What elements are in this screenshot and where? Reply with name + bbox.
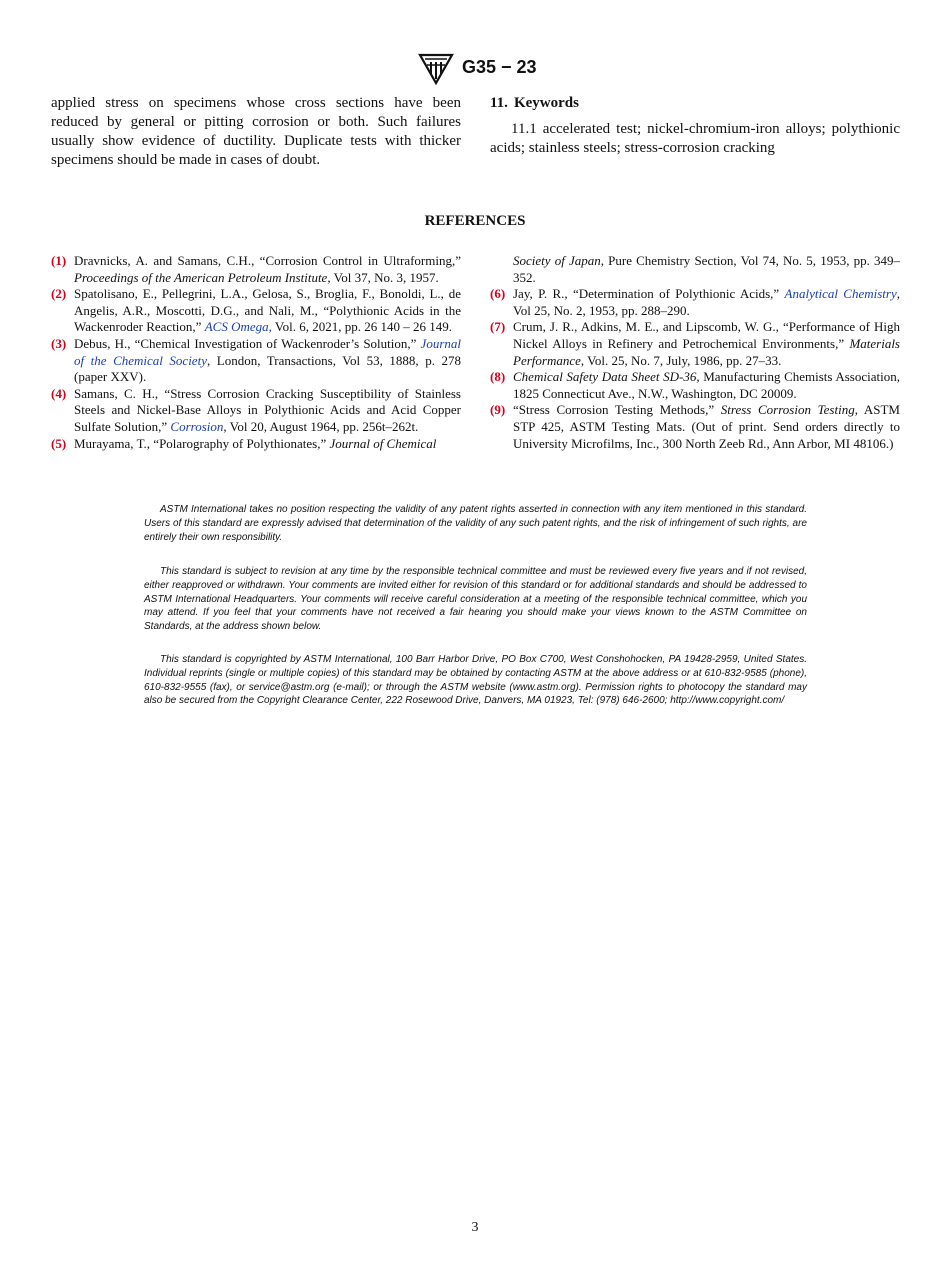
reference-item xyxy=(51,286,461,336)
page-header xyxy=(0,52,950,86)
reference-text: Dravnicks, A. and Samans, C.H., “Corrosion Control in Ultraforming,” xyxy=(74,253,461,268)
reference-journal: Journal of Chemical xyxy=(329,435,437,451)
reference-text: , London, Transactions, Vol 53, 1888, p. 278 (paper XXV). xyxy=(74,352,461,385)
reference-item-continuation xyxy=(490,253,900,286)
reference-item xyxy=(51,436,461,453)
reference-item xyxy=(490,286,900,319)
left-column xyxy=(51,94,461,170)
reference-text: , Vol. 25, No. 7, July, 1986, pp. 27–33. xyxy=(580,352,782,368)
reference-text: , Pure Chemistry Section, Vol 74, No. 5, 1953, pp. 349–352. xyxy=(513,253,900,285)
reference-number: (9) xyxy=(490,402,506,418)
reference-journal: Society of Japan xyxy=(513,253,601,268)
reference-item xyxy=(51,336,461,386)
astm-logo-icon xyxy=(417,52,455,86)
reference-text: “Stress Corrosion Testing Methods,” xyxy=(513,402,721,418)
reference-item xyxy=(490,319,900,369)
reference-number: (4) xyxy=(51,385,67,401)
reference-item xyxy=(490,402,900,452)
reference-item xyxy=(490,369,900,402)
reference-number: (5) xyxy=(51,435,67,451)
keywords-paragraph: 11.1 accelerated test; nickel-chromium-iron alloys; polythionic acids; stainless steels; stress-corrosion cracking xyxy=(490,121,900,156)
reference-journal: Proceedings of the American Petroleum Institute, xyxy=(74,269,331,285)
reference-item xyxy=(51,253,461,286)
reference-text: Murayama, T., “Polarography of Polythionates,” xyxy=(74,435,330,451)
reference-text: Crum, J. R., Adkins, M. E., and Lipscomb, W. G., “Performance of High Nickel Alloys in Refinery and Petrochemical Environments,” xyxy=(513,319,900,351)
reference-text: Manufacturing Chemists Association, 1825 Connecticut Ave., N.W., Washington, DC 20009. xyxy=(513,369,900,401)
reference-text: , Vol 25, No. 2, 1953, pp. 288–290. xyxy=(513,286,900,318)
reference-number: (6) xyxy=(490,286,506,302)
section-title: Keywords xyxy=(513,95,579,111)
reference-text: Vol. 6, 2021, pp. 26 140 – 26 149. xyxy=(271,319,452,335)
reference-number: (8) xyxy=(490,369,506,385)
reference-text: , ASTM STP 425, ASTM Testing Mats. (Out of print. Send orders directly to University Microfilms, Inc., 300 North Zeeb Rd., Ann Arbor, MI 48106.) xyxy=(513,402,900,451)
references-left-column xyxy=(51,253,461,452)
patent-notice: ASTM International takes no position respecting the validity of any patent rights asserted in connection with any item mentioned in this standard. Users of this standard are expressly advised that determination of the validity of any such patent rights, and the risk of infringement of such rights, are entirely their own responsibility. xyxy=(144,504,807,543)
keywords-heading xyxy=(490,94,900,113)
reference-text: Jay, P. R., “Determination of Polythionic Acids,” xyxy=(513,286,785,302)
keywords-section xyxy=(490,94,900,158)
reference-number: (2) xyxy=(51,286,67,302)
reference-number: (7) xyxy=(490,319,506,335)
page-number: 3 xyxy=(471,1220,479,1235)
reference-text: Samans, C. H., “Stress Corrosion Cracking Susceptibility of Stainless Steels and Nickel-Base Alloys in Polythionic Acids and Acid Copper Sulfate Solution,” xyxy=(74,385,461,434)
reference-item xyxy=(51,386,461,436)
reference-text: , Vol 20, August 1964, pp. 256t–262t. xyxy=(223,418,419,434)
reference-text: Vol 37, No. 3, 1957. xyxy=(330,269,439,285)
reference-journal: Chemical Safety Data Sheet SD-36, xyxy=(513,369,700,385)
copyright-notice: This standard is copyrighted by ASTM International, 100 Barr Harbor Drive, PO Box C700, West Conshohocken, PA 19428-2959, United States. Individual reprints (single or multiple copies) of this standard may be obtained by contacting ASTM at the above address or at 610-832-9585 (phone), 610-832-9555 (fax), or service@astm.org (e-mail); or through the ASTM website (www.astm.org). Permission rights to photocopy the standard may also be secured from the Copyright Clearance Center, 222 Rosewood Drive, Danvers, MA 01923, Tel: (978) 646-2600; http://www.copyright.com/ xyxy=(144,654,807,707)
reference-journal: Stress Corrosion Testing xyxy=(720,402,855,418)
section-number: 11. xyxy=(490,95,508,111)
standard-designation: G35 − 23 xyxy=(462,57,537,77)
reference-text: Debus, H., “Chemical Investigation of Wackenroder’s Solution,” xyxy=(74,335,421,351)
reference-journal: Materials Performance xyxy=(513,335,900,368)
continued-paragraph: applied stress on specimens whose cross sections have been reduced by general or pitting corrosion or both. Such failures usually show evidence of ductility. Duplicate tests with thicker specimens should be made in cases of doubt. xyxy=(51,95,461,168)
reference-link[interactable]: Corrosion xyxy=(170,418,224,434)
reference-link[interactable]: Journal of the Chemical Society xyxy=(74,335,461,368)
references-right-column xyxy=(490,253,900,452)
revision-notice: This standard is subject to revision at any time by the responsible technical committee and must be reviewed every five years and if not revised, either reapproved or withdrawn. Your comments are invited either for revision of this standard or for additional standards and should be addressed to ASTM International Headquarters. Your comments will receive careful consideration at a meeting of the responsible technical committee, which you may attend. If you feel that your comments have not received a fair hearing you should make your views known to the ASTM Committee on Standards, at the address shown below. xyxy=(144,566,807,633)
references-heading: REFERENCES xyxy=(424,213,526,229)
reference-link[interactable]: ACS Omega, xyxy=(204,319,272,335)
reference-number: (3) xyxy=(51,335,67,351)
reference-number: (1) xyxy=(51,253,67,268)
reference-text: Spatolisano, E., Pellegrini, L.A., Gelosa, S., Broglia, F., Bonoldi, L., de Angelis, A.R., Moscotti, D.G., and Nali, M., “Polythionic Acids in the Wackenroder Reaction,” xyxy=(74,286,461,335)
reference-link[interactable]: Analytical Chemistry xyxy=(784,286,897,302)
